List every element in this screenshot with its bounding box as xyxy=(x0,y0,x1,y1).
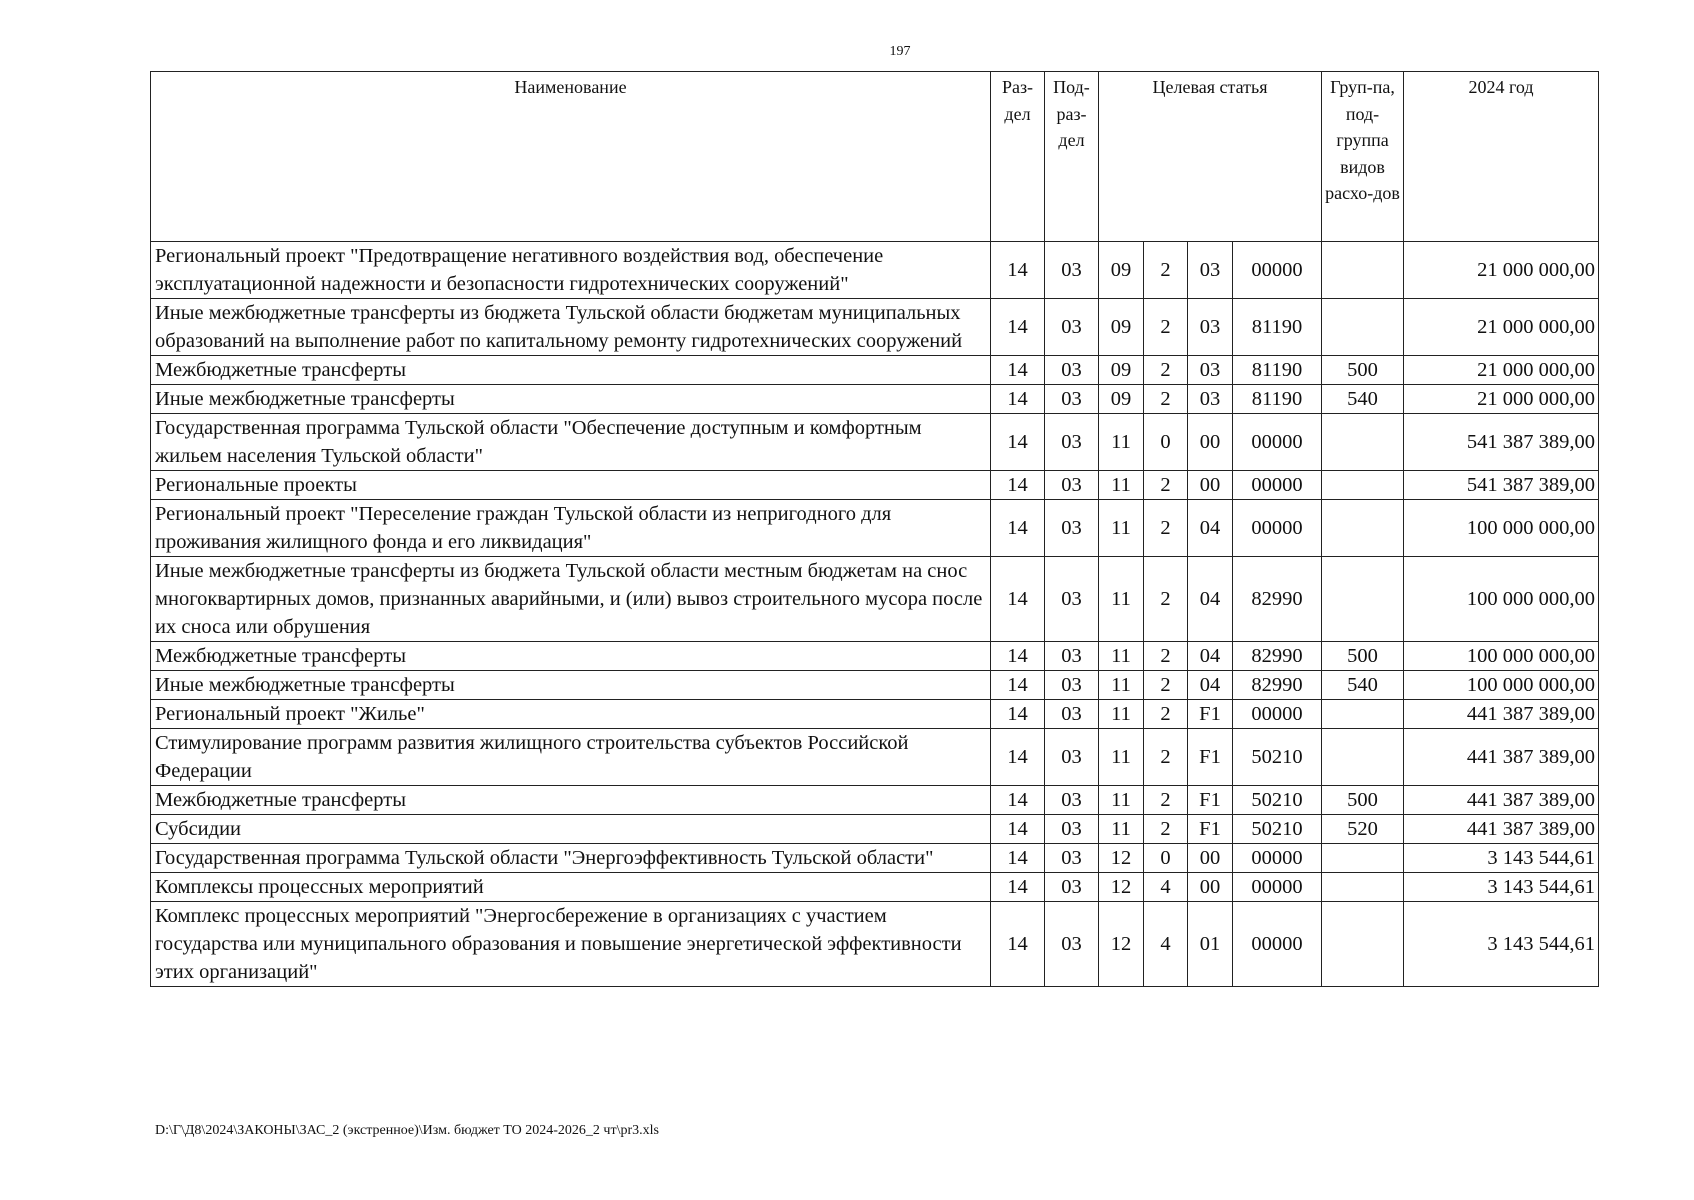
row-amount: 21 000 000,00 xyxy=(1404,299,1599,356)
row-subprogram: 2 xyxy=(1144,385,1188,414)
table-row xyxy=(151,414,1599,471)
row-item: 00000 xyxy=(1233,902,1322,987)
row-name: Межбюджетные трансферты xyxy=(151,642,991,671)
row-subprogram: 2 xyxy=(1144,557,1188,642)
row-subsection: 03 xyxy=(1045,557,1099,642)
row-subsection: 03 xyxy=(1045,786,1099,815)
row-program: 11 xyxy=(1099,815,1144,844)
row-section: 14 xyxy=(991,385,1045,414)
row-program: 09 xyxy=(1099,299,1144,356)
row-subsection: 03 xyxy=(1045,385,1099,414)
row-subprogram: 2 xyxy=(1144,500,1188,557)
row-amount: 441 387 389,00 xyxy=(1404,729,1599,786)
row-program: 09 xyxy=(1099,385,1144,414)
row-item: 81190 xyxy=(1233,385,1322,414)
table-row xyxy=(151,385,1599,414)
row-amount: 441 387 389,00 xyxy=(1404,700,1599,729)
row-section: 14 xyxy=(991,902,1045,987)
row-item: 50210 xyxy=(1233,786,1322,815)
row-section: 14 xyxy=(991,729,1045,786)
row-group xyxy=(1322,299,1404,356)
row-direction: 04 xyxy=(1188,557,1233,642)
row-subprogram: 4 xyxy=(1144,902,1188,987)
row-group xyxy=(1322,471,1404,500)
row-item: 81190 xyxy=(1233,356,1322,385)
row-amount: 21 000 000,00 xyxy=(1404,356,1599,385)
row-group: 540 xyxy=(1322,671,1404,700)
row-section: 14 xyxy=(991,815,1045,844)
row-direction: F1 xyxy=(1188,786,1233,815)
row-name: Иные межбюджетные трансферты из бюджета Тульской области местным бюджетам на снос многоквартирных домов, признанных аварийными, и (или) вывоз строительного мусора после их сноса или обрушения xyxy=(151,557,991,642)
row-amount: 541 387 389,00 xyxy=(1404,414,1599,471)
row-group: 540 xyxy=(1322,385,1404,414)
row-amount: 3 143 544,61 xyxy=(1404,873,1599,902)
row-program: 11 xyxy=(1099,671,1144,700)
row-amount: 3 143 544,61 xyxy=(1404,902,1599,987)
row-name: Субсидии xyxy=(151,815,991,844)
row-name: Государственная программа Тульской области "Обеспечение доступным и комфортным жильем населения Тульской области" xyxy=(151,414,991,471)
row-subsection: 03 xyxy=(1045,642,1099,671)
row-section: 14 xyxy=(991,873,1045,902)
table-row xyxy=(151,844,1599,873)
row-item: 00000 xyxy=(1233,500,1322,557)
row-subsection: 03 xyxy=(1045,242,1099,299)
row-subprogram: 2 xyxy=(1144,471,1188,500)
row-subsection: 03 xyxy=(1045,902,1099,987)
row-group xyxy=(1322,557,1404,642)
row-program: 11 xyxy=(1099,786,1144,815)
row-amount: 100 000 000,00 xyxy=(1404,500,1599,557)
row-direction: 00 xyxy=(1188,873,1233,902)
row-name: Иные межбюджетные трансферты xyxy=(151,385,991,414)
row-program: 11 xyxy=(1099,471,1144,500)
header-subsection: Под-раз-дел xyxy=(1045,72,1099,242)
header-target: Целевая статья xyxy=(1099,72,1322,242)
row-subsection: 03 xyxy=(1045,671,1099,700)
row-item: 82990 xyxy=(1233,642,1322,671)
row-item: 00000 xyxy=(1233,471,1322,500)
page-number: 197 xyxy=(889,44,911,59)
row-subsection: 03 xyxy=(1045,299,1099,356)
row-subprogram: 2 xyxy=(1144,642,1188,671)
row-section: 14 xyxy=(991,299,1045,356)
row-direction: F1 xyxy=(1188,729,1233,786)
table-row xyxy=(151,471,1599,500)
row-group: 500 xyxy=(1322,642,1404,671)
row-subprogram: 2 xyxy=(1144,242,1188,299)
row-name: Региональный проект "Предотвращение негативного воздействия вод, обеспечение эксплуатационной надежности и безопасности гидротехнических сооружений" xyxy=(151,242,991,299)
table-row xyxy=(151,729,1599,786)
row-item: 50210 xyxy=(1233,815,1322,844)
row-program: 11 xyxy=(1099,557,1144,642)
row-item: 00000 xyxy=(1233,414,1322,471)
row-section: 14 xyxy=(991,356,1045,385)
row-amount: 100 000 000,00 xyxy=(1404,557,1599,642)
row-program: 09 xyxy=(1099,242,1144,299)
row-program: 11 xyxy=(1099,700,1144,729)
row-group xyxy=(1322,729,1404,786)
row-subsection: 03 xyxy=(1045,500,1099,557)
table-row xyxy=(151,356,1599,385)
budget-table xyxy=(150,71,1599,987)
table-row xyxy=(151,242,1599,299)
row-group xyxy=(1322,500,1404,557)
table-row xyxy=(151,786,1599,815)
row-group xyxy=(1322,242,1404,299)
row-subprogram: 2 xyxy=(1144,786,1188,815)
row-program: 12 xyxy=(1099,902,1144,987)
row-program: 11 xyxy=(1099,729,1144,786)
header-group: Груп-па, под-группа видов расхо-дов xyxy=(1322,72,1404,242)
row-amount: 3 143 544,61 xyxy=(1404,844,1599,873)
row-amount: 21 000 000,00 xyxy=(1404,385,1599,414)
row-amount: 441 387 389,00 xyxy=(1404,815,1599,844)
row-group xyxy=(1322,873,1404,902)
table-row xyxy=(151,815,1599,844)
row-subprogram: 2 xyxy=(1144,729,1188,786)
file-path: D:\Г\Д8\2024\ЗАКОНЫ\ЗАС_2 (экстренное)\Изм. бюджет ТО 2024-2026_2 чт\pr3.xls xyxy=(155,1123,659,1138)
row-section: 14 xyxy=(991,414,1045,471)
row-name: Иные межбюджетные трансферты xyxy=(151,671,991,700)
row-direction: 00 xyxy=(1188,414,1233,471)
row-name: Региональный проект "Жилье" xyxy=(151,700,991,729)
table-body xyxy=(151,242,1599,987)
row-subsection: 03 xyxy=(1045,414,1099,471)
row-subprogram: 2 xyxy=(1144,356,1188,385)
row-section: 14 xyxy=(991,471,1045,500)
row-program: 11 xyxy=(1099,642,1144,671)
table-row xyxy=(151,557,1599,642)
row-subprogram: 0 xyxy=(1144,414,1188,471)
row-name: Региональный проект "Переселение граждан Тульской области из непригодного для проживания жилищного фонда и его ликвидация" xyxy=(151,500,991,557)
row-item: 00000 xyxy=(1233,242,1322,299)
row-group xyxy=(1322,700,1404,729)
row-amount: 100 000 000,00 xyxy=(1404,642,1599,671)
header-year: 2024 год xyxy=(1404,72,1599,242)
table-row xyxy=(151,873,1599,902)
row-direction: 00 xyxy=(1188,844,1233,873)
table-row xyxy=(151,500,1599,557)
row-section: 14 xyxy=(991,700,1045,729)
row-section: 14 xyxy=(991,671,1045,700)
row-group: 500 xyxy=(1322,786,1404,815)
table-row xyxy=(151,642,1599,671)
row-item: 82990 xyxy=(1233,557,1322,642)
row-subsection: 03 xyxy=(1045,471,1099,500)
row-program: 12 xyxy=(1099,844,1144,873)
row-name: Региональные проекты xyxy=(151,471,991,500)
row-item: 50210 xyxy=(1233,729,1322,786)
row-item: 00000 xyxy=(1233,700,1322,729)
row-item: 00000 xyxy=(1233,873,1322,902)
row-name: Иные межбюджетные трансферты из бюджета Тульской области бюджетам муниципальных образований на выполнение работ по капитальному ремонту гидротехнических сооружений xyxy=(151,299,991,356)
row-subprogram: 4 xyxy=(1144,873,1188,902)
table-row xyxy=(151,299,1599,356)
table-row xyxy=(151,700,1599,729)
row-group: 520 xyxy=(1322,815,1404,844)
row-subprogram: 2 xyxy=(1144,815,1188,844)
row-group xyxy=(1322,902,1404,987)
row-section: 14 xyxy=(991,786,1045,815)
row-direction: F1 xyxy=(1188,700,1233,729)
row-item: 82990 xyxy=(1233,671,1322,700)
row-subprogram: 2 xyxy=(1144,671,1188,700)
row-subsection: 03 xyxy=(1045,815,1099,844)
row-direction: 03 xyxy=(1188,385,1233,414)
row-subsection: 03 xyxy=(1045,700,1099,729)
row-direction: 04 xyxy=(1188,642,1233,671)
row-subprogram: 2 xyxy=(1144,700,1188,729)
row-subsection: 03 xyxy=(1045,844,1099,873)
row-subprogram: 0 xyxy=(1144,844,1188,873)
row-direction: 03 xyxy=(1188,242,1233,299)
row-amount: 441 387 389,00 xyxy=(1404,786,1599,815)
row-section: 14 xyxy=(991,844,1045,873)
row-program: 09 xyxy=(1099,356,1144,385)
row-amount: 541 387 389,00 xyxy=(1404,471,1599,500)
row-subsection: 03 xyxy=(1045,873,1099,902)
row-name: Комплекс процессных мероприятий "Энергосбережение в организациях с участием государства или муниципального образования и повышение энергетической эффективности этих организаций" xyxy=(151,902,991,987)
row-direction: 04 xyxy=(1188,500,1233,557)
row-section: 14 xyxy=(991,642,1045,671)
table-header xyxy=(151,72,1599,242)
row-amount: 21 000 000,00 xyxy=(1404,242,1599,299)
row-name: Межбюджетные трансферты xyxy=(151,786,991,815)
row-direction: 03 xyxy=(1188,356,1233,385)
row-section: 14 xyxy=(991,242,1045,299)
row-name: Межбюджетные трансферты xyxy=(151,356,991,385)
row-direction: F1 xyxy=(1188,815,1233,844)
row-section: 14 xyxy=(991,500,1045,557)
row-direction: 00 xyxy=(1188,471,1233,500)
row-subsection: 03 xyxy=(1045,729,1099,786)
row-direction: 03 xyxy=(1188,299,1233,356)
row-subsection: 03 xyxy=(1045,356,1099,385)
table-row xyxy=(151,671,1599,700)
row-amount: 100 000 000,00 xyxy=(1404,671,1599,700)
table-row xyxy=(151,902,1599,987)
row-program: 11 xyxy=(1099,414,1144,471)
row-item: 81190 xyxy=(1233,299,1322,356)
row-program: 12 xyxy=(1099,873,1144,902)
row-group xyxy=(1322,414,1404,471)
row-program: 11 xyxy=(1099,500,1144,557)
row-direction: 04 xyxy=(1188,671,1233,700)
header-name: Наименование xyxy=(151,72,991,242)
row-section: 14 xyxy=(991,557,1045,642)
row-name: Государственная программа Тульской области "Энергоэффективность Тульской области" xyxy=(151,844,991,873)
row-direction: 01 xyxy=(1188,902,1233,987)
row-subprogram: 2 xyxy=(1144,299,1188,356)
row-name: Комплексы процессных мероприятий xyxy=(151,873,991,902)
header-section: Раз-дел xyxy=(991,72,1045,242)
row-item: 00000 xyxy=(1233,844,1322,873)
row-group: 500 xyxy=(1322,356,1404,385)
row-name: Стимулирование программ развития жилищного строительства субъектов Российской Федерации xyxy=(151,729,991,786)
row-group xyxy=(1322,844,1404,873)
